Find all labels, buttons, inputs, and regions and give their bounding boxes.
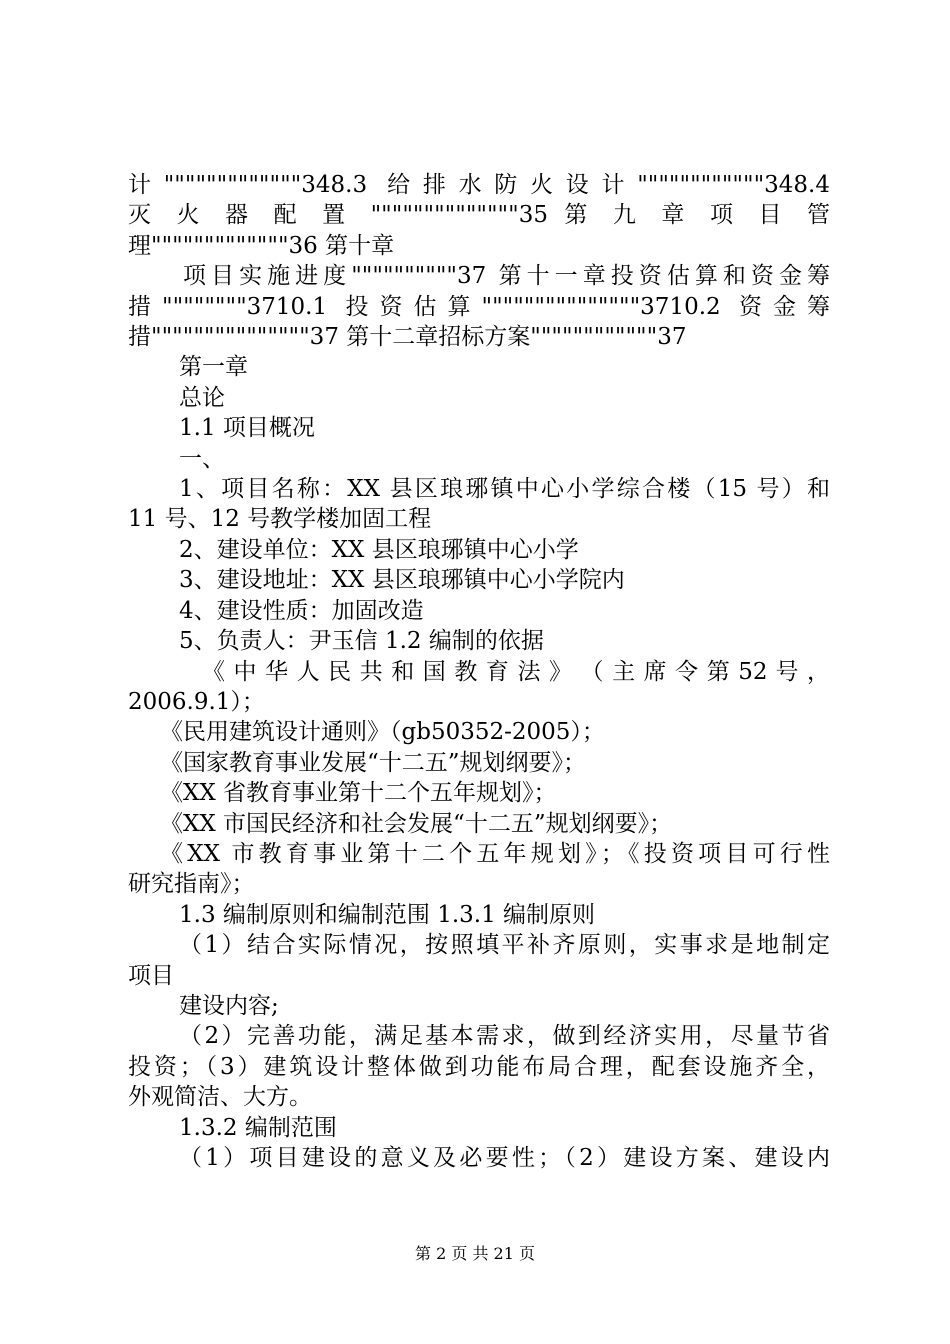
chapter-heading: 第一章: [179, 354, 248, 381]
section-1-1-heading: 1.1 项目概况: [179, 415, 315, 442]
page-footer: 第 2 页 共 21 页: [415, 1244, 535, 1263]
list-marker-one: 一、: [179, 445, 225, 472]
law-national-education-plan: 《国家教育事业发展“十二五”规划纲要》；: [160, 749, 587, 776]
toc-line-1: 计"""""""""""""348.3 给排水防火设计""""""""""""348.4: [128, 172, 830, 198]
document-page: [128, 170, 830, 1173]
principle-2-line-2: 投资；（3）建筑设计整体做到功能布局合理，配套设施齐全，: [128, 1053, 830, 1080]
law-city-economic-plan: 《XX 市国民经济和社会发展“十二五”规划纲要》；: [160, 810, 673, 837]
toc-line-2: 灭 火 器 配 置 """"""""""""""35 第 九 章 项 目 管: [128, 202, 830, 229]
law-city-education-plan-line-1: 《XX 市教育事业第十二个五年规划》；《投资项目可行性: [160, 840, 830, 867]
principle-2-line-3: 外观简洁、大方。: [128, 1084, 312, 1111]
law-education-line-2: 2006.9.1）；: [128, 688, 265, 715]
principle-2-line-1: （2）完善功能，满足基本需求，做到经济实用，尽量节省: [179, 1023, 830, 1050]
project-name-line-1: 1、项目名称：XX 县区琅琊镇中心小学综合楼（15 号）和: [179, 476, 830, 503]
construction-nature: 4、建设性质：加固改造: [179, 597, 424, 624]
person-in-charge: 5、负责人：尹玉信 1.2 编制的依据: [179, 628, 544, 655]
law-civil-building: 《民用建筑设计通则》（gb50352-2005）；: [160, 719, 605, 746]
principle-1-line-3: 建设内容;: [179, 992, 279, 1019]
toc-line-5: 措""""""""3710.1 投资估算"""""""""""""""3710.2 资金筹: [128, 293, 830, 320]
scope-line-1: （1）项目建设的意义及必要性；（2）建设方案、建设内: [179, 1145, 830, 1171]
project-name-line-2: 11 号、12 号教学楼加固工程: [128, 506, 432, 533]
principle-1-line-1: （1）结合实际情况，按照填平补齐原则，实事求是地制定: [179, 932, 830, 959]
section-1-3-2-heading: 1.3.2 编制范围: [179, 1114, 337, 1141]
construction-address: 3、建设地址：XX 县区琅琊镇中心小学院内: [179, 567, 625, 594]
law-education-line-1: 《 中 华 人 民 共 和 国 教 育 法 》 （ 主 席 令 第 52 号 ，: [202, 658, 830, 685]
law-province-education-plan: 《XX 省教育事业第十二个五年规划》；: [160, 780, 557, 807]
toc-line-3: 理"""""""""""""36 第十章: [128, 232, 395, 259]
section-1-3-heading: 1.3 编制原则和编制范围 1.3.1 编制原则: [179, 901, 596, 928]
chapter-title: 总论: [179, 384, 225, 411]
toc-line-4: 项目实施进度""""""""""37 第十一章投资估算和资金筹: [183, 263, 830, 290]
law-city-education-plan-line-2: 研究指南》；: [128, 871, 255, 898]
construction-unit: 2、建设单位：XX 县区琅琊镇中心小学: [179, 536, 579, 563]
principle-1-line-2: 项目: [128, 962, 174, 989]
toc-line-6: 措"""""""""""""""37 第十二章招标方案""""""""""""37: [128, 324, 687, 351]
